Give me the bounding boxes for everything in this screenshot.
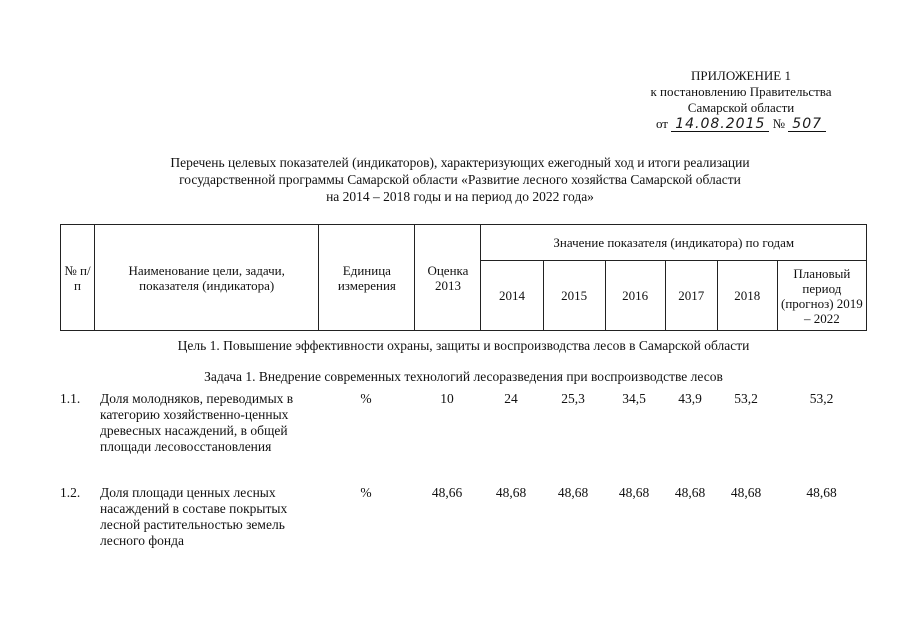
- header-name: Наименование цели, задачи, показателя (индикатора): [95, 225, 319, 331]
- header-estimate: Оценка 2013: [415, 225, 481, 331]
- number-prefix: №: [772, 116, 786, 131]
- row-value: 43,9: [678, 391, 702, 406]
- row-value: 48,68: [730, 485, 762, 500]
- title-line-2: государственной программы Самарской области «Развитие лесного хозяйства Самарской области: [179, 172, 741, 187]
- header-year: 2016: [605, 261, 665, 331]
- row-value: 48,68: [557, 485, 589, 500]
- row-number: 1.1.: [60, 391, 81, 406]
- row-value: 25,3: [561, 391, 585, 406]
- row-value: 48,68: [806, 485, 837, 500]
- header-plan-period: Плановый период (прогноз) 2019 – 2022: [777, 261, 866, 331]
- row-indicator-name: Доля площади ценных лесных насаждений в составе покрытых лесной растительностью земель лесного фонда: [100, 485, 288, 548]
- row-unit: %: [360, 391, 372, 406]
- row-value: 53,2: [734, 391, 758, 406]
- header-year: 2014: [481, 261, 543, 331]
- appendix-line-2: Самарской области: [687, 100, 795, 115]
- header-unit: Единица измерения: [319, 225, 415, 331]
- row-value: 48,66: [431, 485, 463, 500]
- appendix-title: ПРИЛОЖЕНИЕ 1: [691, 68, 791, 83]
- appendix-block: [600, 68, 882, 132]
- header-year: 2018: [717, 261, 777, 331]
- header-year: 2015: [543, 261, 605, 331]
- header-num: № п/п: [61, 225, 95, 331]
- handwritten-number: 507: [788, 117, 826, 132]
- row-value: 10: [440, 391, 454, 406]
- row-value: 24: [504, 391, 518, 406]
- row-unit: %: [360, 485, 372, 500]
- row-value: 34,5: [622, 391, 646, 406]
- row-value: 53,2: [809, 391, 834, 406]
- date-prefix: от: [655, 116, 668, 131]
- title-line-1: Перечень целевых показателей (индикаторов), характеризующих ежегодный ход и итоги реализации: [170, 155, 750, 170]
- row-value: 48,68: [674, 485, 706, 500]
- document-title: [60, 154, 860, 205]
- title-line-3: на 2014 – 2018 годы и на период до 2022 года»: [326, 189, 594, 204]
- row-value: 48,68: [618, 485, 650, 500]
- task-heading: Задача 1. Внедрение современных технологий лесоразведения при воспроизводстве лесов: [204, 369, 723, 384]
- goal-heading: Цель 1. Повышение эффективности охраны, защиты и воспроизводства лесов в Самарской области: [177, 338, 750, 353]
- row-indicator-name: Доля молодняков, переводимых в категорию хозяйственно-ценных древесных насаждений, в общей площади лесовосстановления: [100, 391, 294, 454]
- appendix-date-line: [600, 116, 882, 132]
- handwritten-date: 14.08.2015: [671, 117, 769, 132]
- row-number: 1.2.: [60, 485, 81, 500]
- appendix-line-1: к постановлению Правительства: [650, 84, 832, 99]
- header-year: 2017: [665, 261, 717, 331]
- indicator-table-header: [60, 224, 867, 331]
- header-values-by-year: Значение показателя (индикатора) по годам: [481, 225, 867, 261]
- row-value: 48,68: [495, 485, 527, 500]
